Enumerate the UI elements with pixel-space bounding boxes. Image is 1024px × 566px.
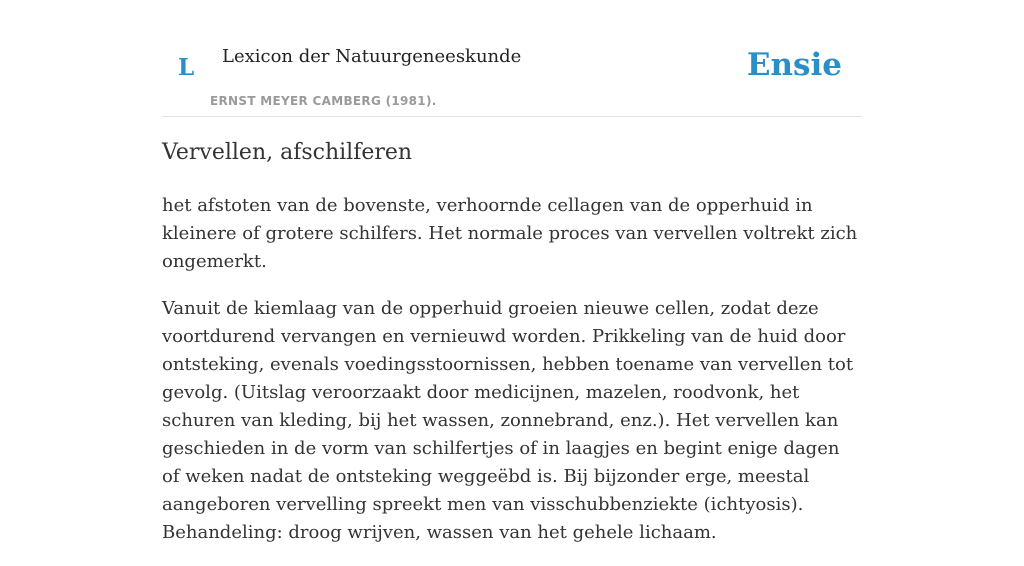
- entry-paragraph: het afstoten van de bovenste, verhoornde cellagen van de opperhuid in kleinere of grotere schilfers. Het normale proces van vervellen voltrekt zich ongemerkt.: [162, 195, 858, 272]
- lexicon-logo-icon[interactable]: L: [178, 54, 195, 81]
- book-title-link[interactable]: Lexicon der Natuurgeneeskunde: [222, 46, 522, 67]
- brand-logo-link[interactable]: Ensie: [746, 47, 842, 83]
- entry-paragraph: Vanuit de kiemlaag van de opperhuid groeien nieuwe cellen, zodat deze voortdurend vervangen en vernieuwd worden. Prikkeling van de huid door ontsteking, evenals voedingsstoornissen, hebben toename van vervellen tot gevolg. (Uitslag veroorzaakt door medicijnen, mazelen, roodvonk, het schuren van kleding, bij het wassen, zonnebrand, enz.). Het vervellen kan geschieden in de vorm van schilfertjes of in laagjes en begint enige dagen of weken nadat de ontsteking weggeëbd is. Bij bijzonder erge, meestal aangeboren vervelling spreekt men van visschubbenziekte (ichtyosis). Behandeling: droog wrijven, wassen van het gehele lichaam.: [162, 298, 854, 543]
- page-header: [162, 0, 862, 117]
- entry-title: Vervellen, afschilferen: [162, 140, 413, 165]
- entry-body: [162, 192, 862, 566]
- book-author: ERNST MEYER CAMBERG (1981).: [210, 94, 437, 108]
